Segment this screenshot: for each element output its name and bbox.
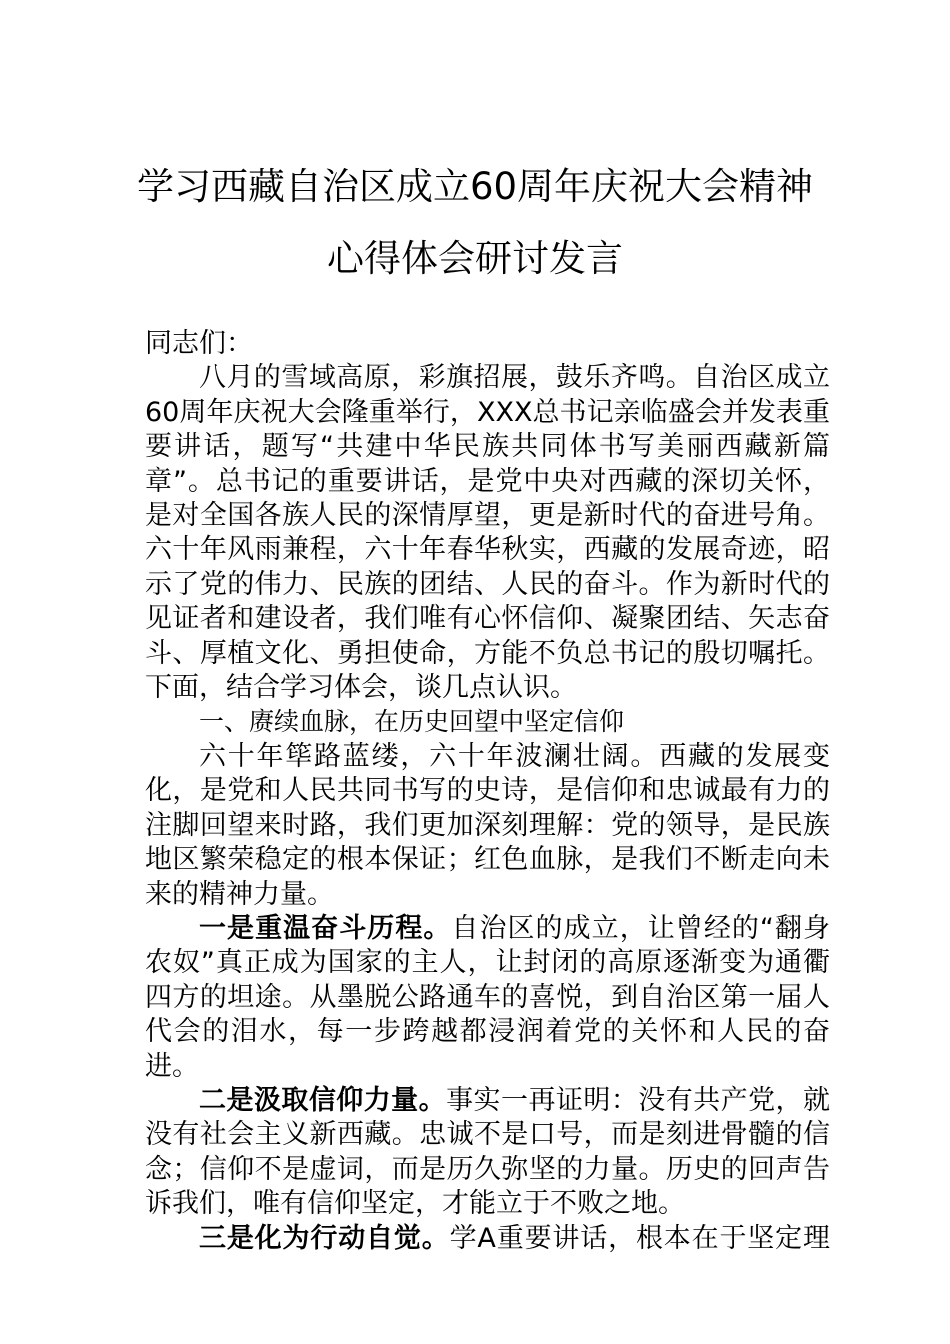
point-1-lead: 一是重温奋斗历程。 xyxy=(199,912,452,944)
document-title-line-1: 学习西藏自治区成立60周年庆祝大会精神 xyxy=(136,165,814,208)
salutation: 同志们： xyxy=(145,328,253,359)
paragraph-point-2 xyxy=(145,1084,830,1222)
point-3-lead: 三是化为行动自觉。 xyxy=(199,1222,450,1254)
document-body xyxy=(145,327,830,1256)
section-heading-1: 一、赓续血脉，在历史回望中坚定信仰 xyxy=(199,707,625,737)
document-title-line-2: 心得体会研讨发言 xyxy=(327,237,623,280)
point-1-text: 自治区的成立，让曾经的“翻身农奴”真正成为国家的主人，让封闭的高原逐渐变为通衢四方的坦途。从墨脱公路通车的喜悦，到自治区第一届人代会的泪水，每一步跨越都浸润着党的关怀和人民的奋进。 xyxy=(145,912,831,1082)
point-3-text: 学A重要讲话，根本在于坚定理 xyxy=(449,1222,830,1254)
point-2-lead: 二是汲取信仰力量。 xyxy=(199,1084,447,1116)
paragraph-history: 六十年筚路蓝缕，六十年波澜壮阔。西藏的发展变化，是党和人民共同书写的史诗，是信仰和忠诚最有力的注脚回望来时路，我们更加深刻理解：党的领导，是民族地区繁荣稳定的根本保证；红色血脉，是我们不断走向未来的精神力量。 xyxy=(145,740,830,910)
paragraph-point-3 xyxy=(145,1222,830,1256)
point-2-text: 事实一再证明：没有共产党，就没有社会主义新西藏。忠诚不是口号，而是刻进骨髓的信念；信仰不是虚词，而是历久弥坚的力量。历史的回声告诉我们，唯有信仰坚定，才能立于不败之地。 xyxy=(145,1084,831,1220)
paragraph-intro: 八月的雪域高原，彩旗招展，鼓乐齐鸣。自治区成立60周年庆祝大会隆重举行，XXX总书记亲临盛会并发表重要讲话，题写“共建中华民族共同体书写美丽西藏新篇章”。总书记的重要讲话，是党中央对西藏的深切关怀，是对全国各族人民的深情厚望，更是新时代的奋进号角。六十年风雨兼程，六十年春华秋实，西藏的发展奇迹，昭示了党的伟力、民族的团结、人民的奋斗。作为新时代的见证者和建设者，我们唯有心怀信仰、凝聚团结、矢志奋斗、厚植文化、勇担使命，方能不负总书记的殷切嘱托。下面，结合学习体会，谈几点认识。 xyxy=(145,362,830,704)
paragraph-point-1 xyxy=(145,912,830,1084)
